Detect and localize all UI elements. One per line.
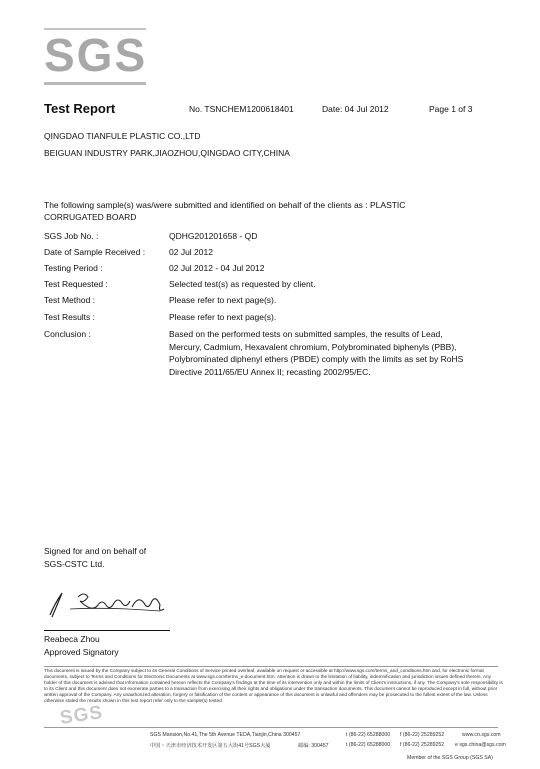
footer-email: e sgs.china@sgs.com bbox=[455, 742, 506, 748]
client-address: BEIGUAN INDUSTRY PARK,JIAOZHOU,QINGDAO CITY,CHINA bbox=[44, 148, 290, 158]
report-date: Date: 04 Jul 2012 bbox=[322, 104, 389, 114]
footer-phone-cn: t (86-22) 65288000 bbox=[346, 742, 391, 748]
footer-postal-cn: 邮编: 300457 bbox=[298, 743, 329, 749]
signature-rule bbox=[44, 630, 170, 631]
field-label: Testing Period : bbox=[44, 263, 103, 273]
field-value: 02 Jul 2012 - 04 Jul 2012 bbox=[169, 263, 265, 273]
footer-rule-2 bbox=[44, 727, 498, 728]
footer-address-cn: 中国・天津市经济技术开发区第五大街41号SGS大厦 bbox=[150, 743, 271, 749]
signoff-line2: SGS-CSTC Ltd. bbox=[44, 559, 105, 569]
footer-fax-cn: f (86-22) 25289252 bbox=[400, 742, 445, 748]
field-label: Test Method : bbox=[44, 295, 96, 305]
handwritten-signature bbox=[40, 585, 170, 625]
sgs-stamp-mark: SGS bbox=[58, 702, 105, 729]
page-indicator: Page 1 of 3 bbox=[429, 104, 473, 114]
intro-text: The following sample(s) was/were submitted and identified on behalf of the clients as : PLASTIC CORRUGATED BOARD bbox=[44, 200, 406, 222]
footer-phone-en: t (86-22) 65288000 bbox=[346, 732, 391, 738]
field-value: QDHG201201658 - QD bbox=[169, 231, 258, 241]
report-title: Test Report bbox=[44, 101, 116, 116]
field-label: Test Requested : bbox=[44, 279, 108, 289]
footer-address-en: SGS Mansion,No.41,The 5th Avenue TEDA,Tianjin,China 300457 bbox=[150, 732, 301, 738]
field-value: Please refer to next page(s). bbox=[169, 312, 277, 322]
footer-member: Member of the SGS Group (SGS SA) bbox=[407, 755, 493, 761]
field-label: Date of Sample Received : bbox=[44, 247, 146, 257]
field-value: 02 Jul 2012 bbox=[169, 247, 213, 257]
client-name: QINGDAO TIANFULE PLASTIC CO.,LTD bbox=[44, 131, 201, 141]
field-value: Please refer to next page(s). bbox=[169, 295, 277, 305]
footer-rule bbox=[44, 666, 498, 667]
signatory-name: Reabeca Zhou bbox=[44, 634, 100, 644]
footer-fax-en: f (86-22) 25289252 bbox=[400, 732, 445, 738]
field-value: Selected test(s) as requested by client. bbox=[169, 279, 316, 289]
report-number: No. TSNCHEM1200618401 bbox=[189, 104, 294, 114]
sgs-logo bbox=[44, 28, 146, 85]
logo-text: SGS bbox=[44, 29, 148, 81]
footer-web: www.cn.sgs.com bbox=[462, 732, 501, 738]
conclusion-text: Based on the performed tests on submitted samples, the results of Lead, Mercury, Cadmium, Hexavalent chromium, Polybrominated biphenyls (PBB), Polybrominated diphenyl ethers (PBDE) comply with the limits as set by RoHS Directive 2011/65/EU Annex II; recasting 2002/95/EC. bbox=[169, 329, 464, 377]
footer-disclaimer: This document is issued by the Company subject to its General Conditions of Service printed overleaf, available on request or accessible at http://www.sgs.com/terms_and_conditions.htm and, for electronic format documents, subject to Terms and Conditions for Electronic Documents at www.sgs.com/terms_e-document.htm. Attention is drawn to the limitation of liability, indemnification and jurisdiction issues defined therein. Any holder of this document is advised that information contained hereon reflects the Company's findings at the time of its intervention only and within the limits of Client's instructions, if any. The Company's sole responsibility is to its Client and this document does not exonerate parties to a transaction from exercising all their rights and obligations under the transaction documents. This document cannot be reproduced except in full, without prior written approval of the Company. Any unauthorized alteration, forgery or falsification of the content or appearance of this document is unlawful and offenders may be prosecuted to the fullest extent of the law. Unless otherwise stated the results shown in this test report refer only to the sample(s) tested. bbox=[44, 668, 503, 703]
signatory-role: Approved Signatory bbox=[44, 647, 119, 657]
field-label: Test Results : bbox=[44, 312, 96, 322]
field-label: Conclusion : bbox=[44, 329, 91, 339]
signoff-line1: Signed for and on behalf of bbox=[44, 546, 147, 556]
field-label: SGS Job No. : bbox=[44, 231, 99, 241]
